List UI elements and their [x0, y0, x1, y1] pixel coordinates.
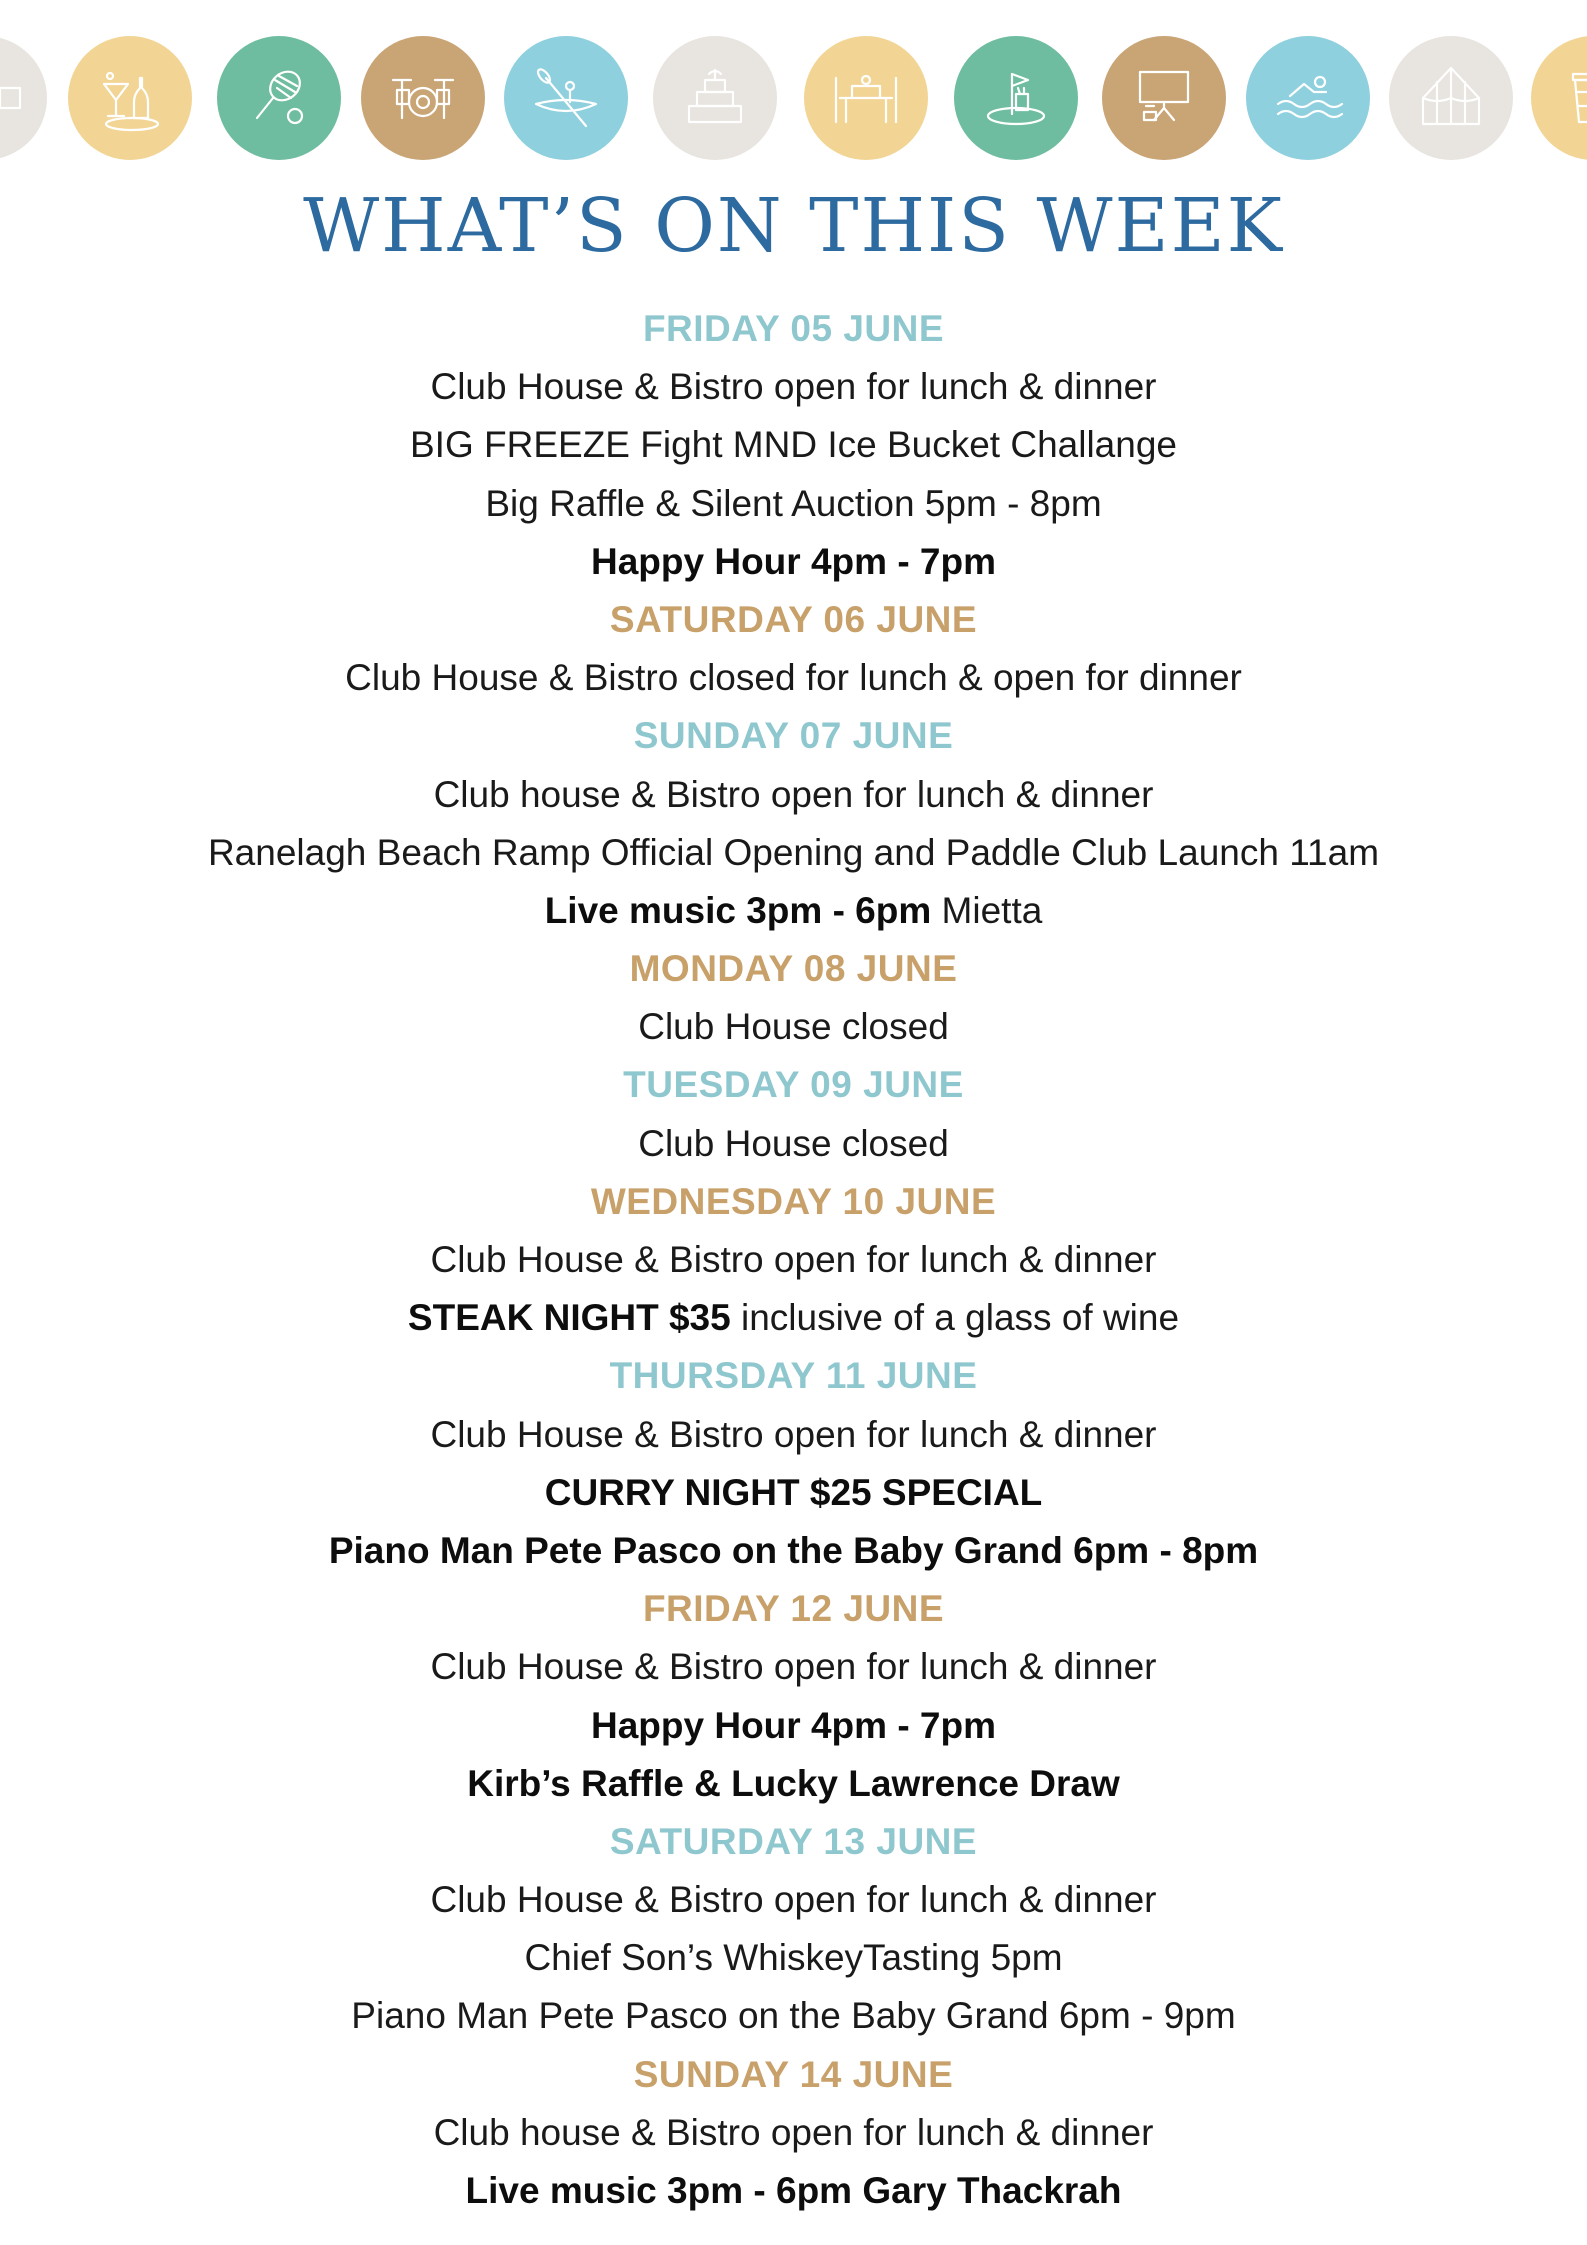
- day-heading: MONDAY 08 JUNE: [629, 948, 958, 990]
- event-line: BIG FREEZE Fight MND Ice Bucket Challange: [410, 424, 1177, 466]
- day-heading: FRIDAY 05 JUNE: [642, 308, 945, 349]
- event-line: Club house & Bistro open for lunch & dinner: [433, 773, 1154, 815]
- event-highlight-line: Piano Man Pete Pasco on the Baby Grand 6pm - 8pm: [328, 1529, 1259, 1571]
- event-detail: inclusive of a glass of wine: [730, 1297, 1180, 1339]
- wedding-cake-icon: [653, 36, 777, 160]
- movie-screen-icon: [1102, 36, 1226, 160]
- golf-icon: [954, 36, 1078, 160]
- weekly-schedule: [0, 300, 1587, 2220]
- day-heading: SUNDAY 07 JUNE: [633, 715, 954, 757]
- day-heading: WEDNESDAY 10 JUNE: [590, 1180, 997, 1222]
- marquee-tent-icon: [1389, 36, 1513, 160]
- partial-icon: [0, 36, 47, 160]
- dining-table-icon: [804, 36, 928, 160]
- event-line: Club House & Bistro closed for lunch & open for dinner: [345, 657, 1242, 699]
- event-line: [0, 1289, 1587, 1347]
- event-highlight: Live music 3pm - 6pm: [544, 889, 932, 931]
- day-heading: SUNDAY 14 JUNE: [633, 2053, 954, 2095]
- event-line: Big Raffle & Silent Auction 5pm - 8pm: [485, 482, 1102, 524]
- event-line: Club House & Bistro open for lunch & dinner: [430, 366, 1157, 408]
- event-detail: Mietta: [931, 889, 1043, 931]
- event-line: [0, 882, 1587, 940]
- page-title: WHAT’S ON THIS WEEK: [303, 183, 1284, 269]
- swimming-icon: [1246, 36, 1370, 160]
- day-heading: TUESDAY 09 JUNE: [623, 1064, 964, 1106]
- event-line: Club House & Bistro open for lunch & dinner: [430, 1879, 1157, 1921]
- event-line: Club House & Bistro open for lunch & dinner: [430, 1646, 1157, 1688]
- event-line: Club House closed: [638, 1006, 949, 1048]
- event-line: Club house & Bistro open for lunch & dinner: [433, 2111, 1154, 2153]
- coffee-cup-icon: [1531, 36, 1587, 160]
- cocktail-wine-icon: [68, 36, 192, 160]
- day-heading: SATURDAY 13 JUNE: [609, 1820, 978, 1862]
- event-highlight-line: Happy Hour 4pm - 7pm: [591, 1704, 996, 1746]
- event-highlight-line: Kirb’s Raffle & Lucky Lawrence Draw: [467, 1762, 1120, 1804]
- event-line: Ranelagh Beach Ramp Official Opening and Paddle Club Launch 11am: [207, 831, 1380, 873]
- day-heading: THURSDAY 11 JUNE: [609, 1355, 978, 1397]
- event-line: Chief Son’s WhiskeyTasting 5pm: [524, 1937, 1063, 1979]
- event-line: Club House closed: [638, 1122, 949, 1164]
- tennis-icon: [217, 36, 341, 160]
- event-highlight-line: Happy Hour 4pm - 7pm: [591, 540, 996, 582]
- activity-icon-row: [0, 0, 1587, 170]
- event-highlight-line: Live music 3pm - 6pm Gary Thackrah: [465, 2170, 1122, 2211]
- kayak-icon: [504, 36, 628, 160]
- event-highlight: STEAK NIGHT $35: [407, 1297, 731, 1339]
- day-heading: SATURDAY 06 JUNE: [609, 598, 978, 640]
- event-line: Club House & Bistro open for lunch & dinner: [430, 1239, 1157, 1280]
- event-line: Piano Man Pete Pasco on the Baby Grand 6pm - 9pm: [351, 1995, 1236, 2037]
- day-heading: FRIDAY 12 JUNE: [642, 1588, 945, 1630]
- event-highlight-line: CURRY NIGHT $25 SPECIAL: [544, 1471, 1043, 1513]
- drum-kit-icon: [361, 36, 485, 160]
- event-line: Club House & Bistro open for lunch & dinner: [430, 1413, 1157, 1455]
